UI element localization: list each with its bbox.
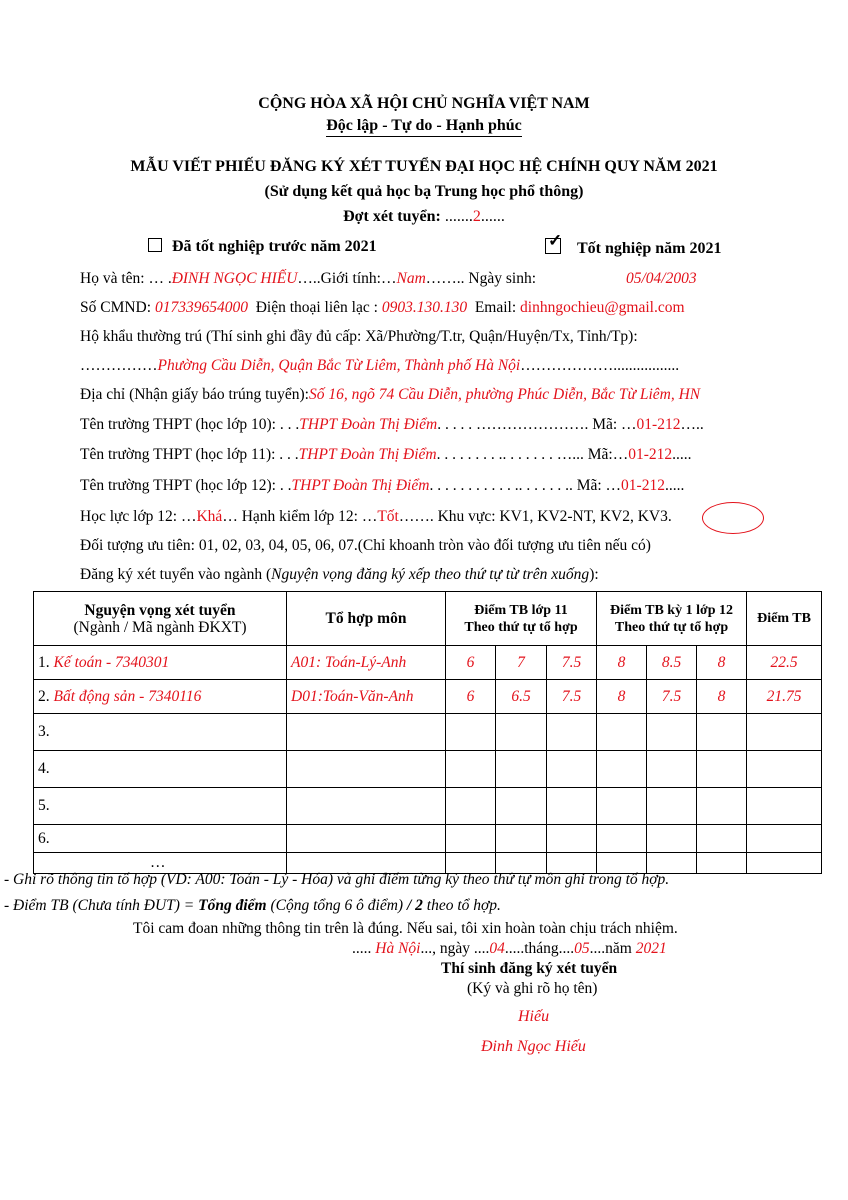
- id-line: Số CMND: 017339654000 Điện thoại liên lạc : 0903.130.130 Email: dinhngochieu@gmail.com: [80, 299, 685, 316]
- school10-value: THPT Đoàn Thị Điểm: [299, 416, 438, 433]
- note-combo: - Ghi rõ thông tin tổ hợp (VD: A00: Toán - Lý - Hóa) và ghi điểm từng kỳ theo thứ tự môn ghi trong tổ hợp.: [4, 871, 670, 888]
- school10-code: 01-212: [636, 416, 681, 433]
- total-cell: 21.75: [747, 680, 822, 714]
- col-grade11-header: Điểm TB lớp 11 Theo thứ tự tổ hợp: [446, 592, 597, 646]
- checkbox-checked-icon[interactable]: [545, 231, 563, 254]
- grade-cell: 7: [496, 646, 547, 680]
- grade-cell: 6: [446, 680, 496, 714]
- address-value: Số 16, ngõ 74 Cầu Diễn, phường Phúc Diễn, Bắc Từ Liêm, HN: [309, 386, 701, 403]
- signer-title: Thí sinh đăng ký xét tuyển: [441, 960, 618, 977]
- residence-value: Phường Cầu Diễn, Quận Bắc Từ Liêm, Thành phố Hà Nội: [157, 357, 521, 374]
- name-value: ĐINH NGỌC HIẾU: [171, 270, 298, 287]
- pledge-text: Tôi cam đoan những thông tin trên là đúng. Nếu sai, tôi xin hoàn toàn chịu trách nhiệm.: [133, 920, 678, 937]
- school12-code: 01-212: [621, 477, 665, 494]
- academic-value: Khá: [196, 508, 223, 525]
- table-row: [34, 788, 822, 825]
- date-line: ..... Hà Nội..., ngày ....04.....tháng....05....năm 2021: [352, 940, 667, 957]
- gender-value: Nam: [396, 270, 426, 287]
- table-header-row: [34, 592, 822, 646]
- school11-code: 01-212: [628, 446, 673, 463]
- signature-mark: Hiếu: [518, 1008, 550, 1025]
- option-graduate-2021[interactable]: ✓ Tốt nghiệp năm 2021: [545, 238, 721, 258]
- grade-cell: 8.5: [647, 646, 697, 680]
- academic-line: Học lực lớp 12: …Khá… Hạnh kiểm lớp 12: …Tốt……. Khu vực: KV1, KV2-NT, KV2, KV3.: [80, 508, 672, 525]
- wish-cell: 1. Kế toán - 7340301: [34, 646, 287, 680]
- dob-value: 05/04/2003: [626, 270, 697, 287]
- wish-cell: 6.: [34, 825, 287, 853]
- grade-cell: 8: [697, 646, 747, 680]
- region-selected: KV3.: [637, 508, 672, 525]
- school12-value: THPT Đoàn Thị Điểm: [291, 477, 430, 494]
- signer-name: Đinh Ngọc Hiếu: [481, 1038, 586, 1055]
- form-subtitle: (Sử dụng kết quả học bạ Trung học phổ thông): [264, 183, 584, 200]
- residence-line: ……………Phường Cầu Diễn, Quận Bắc Từ Liêm, Thành phố Hà Nội……………….................: [80, 357, 680, 374]
- school10-line: Tên trường THPT (học lớp 10): . . .THPT Đoàn Thị Điểm. . . . . …………………. Mã: …01-212…..: [80, 416, 704, 433]
- table-row: [34, 680, 822, 714]
- grade-cell: 8: [697, 680, 747, 714]
- checkbox-empty-icon[interactable]: [148, 238, 162, 252]
- note-score: - Điểm TB (Chưa tính ĐUT) = Tổng điểm (Cộng tổng 6 ô điểm) / 2 theo tổ hợp.: [4, 897, 501, 914]
- table-row: [34, 751, 822, 788]
- col-total-header: Điểm TB: [747, 592, 822, 646]
- motto: Độc lập - Tự do - Hạnh phúc: [0, 117, 848, 137]
- wish-cell: 2. Bất động sản - 7340116: [34, 680, 287, 714]
- wish-table: [33, 591, 822, 874]
- conduct-value: Tốt: [377, 508, 399, 525]
- checkmark-icon: ✓: [548, 231, 563, 250]
- wish-cell: 3.: [34, 714, 287, 751]
- grade-cell: 6.5: [496, 680, 547, 714]
- school12-line: Tên trường THPT (học lớp 12): . .THPT Đoàn Thị Điểm. . . . . . . . . . . .. . . . . . .. Mã: …01-212.....: [80, 477, 685, 494]
- region-selection-circle: [702, 502, 764, 534]
- name-line: Họ và tên: … .ĐINH NGỌC HIẾU…..Giới tính:…Nam…….. Ngày sinh:: [80, 270, 536, 287]
- school11-value: THPT Đoàn Thị Điểm: [298, 446, 437, 463]
- national-title: CỘNG HÒA XÃ HỘI CHỦ NGHĨA VIỆT NAM: [258, 95, 590, 112]
- table-row: [34, 825, 822, 853]
- grade-cell: 8: [597, 680, 647, 714]
- wish-cell: 4.: [34, 751, 287, 788]
- col-wish-header: Nguyện vọng xét tuyển (Ngành / Mã ngành ĐKXT): [34, 592, 287, 646]
- wish-cell: 5.: [34, 788, 287, 825]
- signer-note: (Ký và ghi rõ họ tên): [467, 980, 598, 997]
- address-line: Địa chỉ (Nhận giấy báo trúng tuyển):Số 16, ngõ 74 Cầu Diễn, phường Phúc Diễn, Bắc Từ Liêm, HN: [80, 386, 701, 403]
- round-value: 2: [472, 208, 481, 225]
- combo-cell: A01: Toán-Lý-Anh: [287, 646, 446, 680]
- col-grade12-header: Điểm TB kỳ 1 lớp 12 Theo thứ tự tổ hợp: [597, 592, 747, 646]
- table-row: [34, 714, 822, 751]
- round-line: Đợt xét tuyển: .......2......: [343, 208, 505, 225]
- email-value: dinhngochieu@gmail.com: [520, 299, 685, 316]
- option-graduated-before[interactable]: Đã tốt nghiệp trước năm 2021: [148, 238, 377, 256]
- total-cell: 22.5: [747, 646, 822, 680]
- form-title: MẪU VIẾT PHIẾU ĐĂNG KÝ XÉT TUYỂN ĐẠI HỌC HỆ CHÍNH QUY NĂM 2021: [130, 158, 718, 175]
- residence-label: Hộ khẩu thường trú (Thí sinh ghi đầy đủ cấp: Xã/Phường/T.tr, Quận/Huyện/Tx, Tỉnh/Tp):: [80, 328, 638, 345]
- col-combo-header: Tổ hợp môn: [287, 592, 446, 646]
- id-value: 017339654000: [154, 299, 248, 316]
- table-row: [34, 646, 822, 680]
- grade-cell: 6: [446, 646, 496, 680]
- school11-line: Tên trường THPT (học lớp 11): . . .THPT Đoàn Thị Điểm. . . . . . . . .. . . . . . . …... Mã:…01-212.....: [80, 446, 692, 463]
- grade-cell: 7.5: [547, 680, 597, 714]
- grade-cell: 7.5: [547, 646, 597, 680]
- priority-line: Đối tượng ưu tiên: 01, 02, 03, 04, 05, 06, 07.(Chỉ khoanh tròn vào đối tượng ưu tiên nếu có): [80, 537, 651, 554]
- combo-cell: D01:Toán-Văn-Anh: [287, 680, 446, 714]
- grade-cell: 8: [597, 646, 647, 680]
- phone-value: 0903.130.130: [381, 299, 468, 316]
- wish-cell: …: [34, 853, 287, 874]
- grade-cell: 7.5: [647, 680, 697, 714]
- register-line: Đăng ký xét tuyển vào ngành (Nguyện vọng đăng ký xếp theo thứ tự từ trên xuống):: [80, 566, 599, 583]
